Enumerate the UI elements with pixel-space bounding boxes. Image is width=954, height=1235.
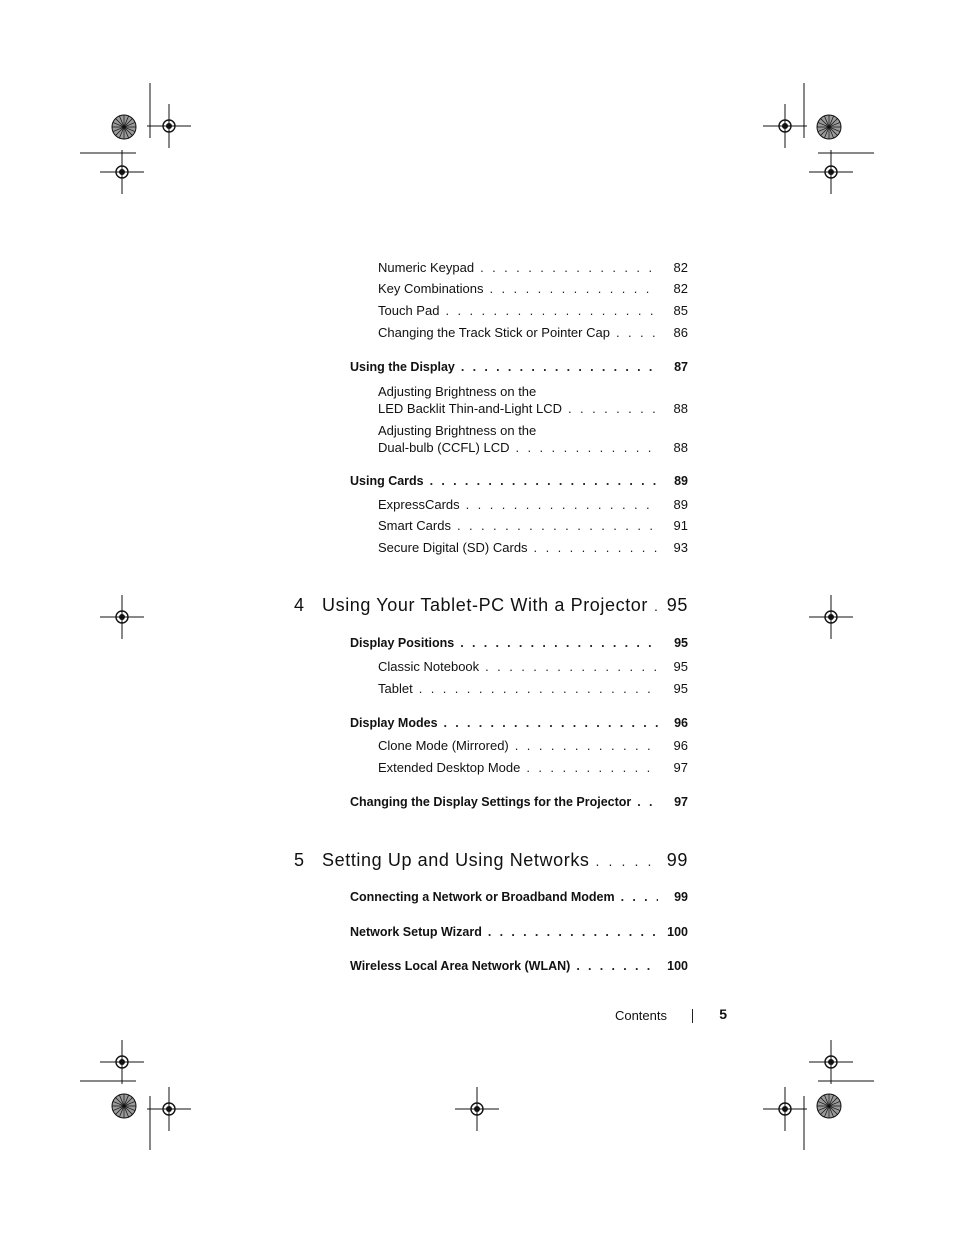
toc-entry-label: Using Cards [350, 474, 424, 488]
toc-entry-label: ExpressCards [378, 497, 460, 512]
leader-dots [576, 958, 658, 974]
toc-section-using-cards[interactable] [350, 473, 688, 489]
toc-entry-clone-mode[interactable] [378, 738, 688, 754]
toc-page-number: 89 [674, 474, 688, 488]
leader-dots [445, 303, 658, 319]
leader-dots [430, 473, 658, 489]
leader-dots [485, 659, 658, 675]
registration-crosshair-icon [763, 1087, 807, 1131]
registration-crosshair-icon [455, 1087, 499, 1131]
toc-page-number: 100 [667, 959, 688, 973]
toc-entry-label: Display Modes [350, 716, 438, 730]
toc-section-display-positions[interactable] [350, 635, 688, 651]
leader-dots [637, 794, 658, 810]
toc-page-number: 87 [674, 360, 688, 374]
color-wheel-icon [112, 1094, 136, 1118]
toc-entry-label-line2: Dual-bulb (CCFL) LCD [378, 440, 510, 455]
registration-crosshair-icon [147, 104, 191, 148]
toc-page-number: 82 [673, 260, 688, 275]
leader-dots [515, 439, 658, 456]
toc-entry-sd-cards[interactable] [378, 540, 688, 556]
toc-entry-label: Classic Notebook [378, 659, 480, 674]
leader-dots [596, 849, 661, 872]
toc-entry-expresscards[interactable] [378, 497, 688, 513]
page-footer [560, 1005, 730, 1025]
chapter-number: 4 [294, 595, 305, 615]
leader-dots [488, 924, 658, 940]
registration-crosshair-icon [809, 1040, 853, 1084]
leader-dots [460, 635, 658, 651]
toc-chapter-5[interactable] [294, 849, 688, 872]
color-wheel-icon [112, 115, 136, 139]
toc-page-number: 97 [674, 795, 688, 809]
leader-dots [654, 594, 661, 617]
chapter-title: Setting Up and Using Networks [322, 850, 590, 870]
toc-page-number: 91 [673, 518, 688, 533]
toc-entry-label: Touch Pad [378, 303, 440, 318]
toc-page-number: 82 [673, 281, 688, 296]
chapter-title: Using Your Tablet-PC With a Projector [322, 595, 649, 615]
leader-dots [480, 260, 658, 276]
toc-page-number: 96 [673, 738, 688, 753]
leader-dots [621, 889, 658, 905]
toc-entry-touch-pad[interactable] [378, 303, 688, 319]
toc-entry-label: Wireless Local Area Network (WLAN) [350, 959, 571, 973]
toc-entry-label: Changing the Display Settings for the Projector [350, 795, 632, 809]
toc-entry-label: Using the Display [350, 360, 455, 374]
toc-entry-label: Key Combinations [378, 281, 484, 296]
toc-entry-smart-cards[interactable] [378, 518, 688, 534]
toc-page-number: 85 [673, 303, 688, 318]
crop-marks-top [80, 83, 874, 153]
toc-section-connecting-network[interactable] [350, 889, 688, 905]
toc-entry-label: Extended Desktop Mode [378, 760, 521, 775]
toc-page-number: 89 [673, 497, 688, 512]
toc-page-number: 95 [674, 636, 688, 650]
leader-dots [419, 681, 658, 697]
toc-section-wlan[interactable] [350, 958, 688, 974]
toc-entry-extended-desktop[interactable] [378, 760, 688, 776]
toc-entry-label: Network Setup Wizard [350, 925, 482, 939]
toc-entry-label: Changing the Track Stick or Pointer Cap [378, 325, 610, 340]
toc-page-number: 95 [673, 659, 688, 674]
toc-entry-label: Clone Mode (Mirrored) [378, 738, 509, 753]
toc-page-number: 88 [673, 440, 688, 455]
toc-entry-classic-notebook[interactable] [378, 659, 688, 675]
registration-crosshair-icon [809, 150, 853, 194]
toc-page-number: 95 [673, 681, 688, 696]
toc-page-number: 96 [674, 716, 688, 730]
leader-dots [444, 715, 658, 731]
leader-dots [616, 325, 658, 341]
registration-crosshair-icon [763, 104, 807, 148]
leader-dots [515, 738, 658, 754]
leader-dots [466, 497, 658, 513]
toc-page-number: 88 [673, 401, 688, 416]
footer-section-label: Contents [614, 1008, 667, 1023]
toc-entry-label: Tablet [378, 681, 413, 696]
registration-crosshair-icon [100, 1040, 144, 1084]
toc-entry-label: Numeric Keypad [378, 260, 475, 275]
toc-entry-label-line1: Adjusting Brightness on the [378, 423, 537, 438]
toc-entry-brightness-led[interactable] [378, 383, 688, 417]
toc-entry-track-stick[interactable] [378, 325, 688, 341]
toc-page-number: 99 [674, 890, 688, 904]
toc-page-number: 93 [673, 540, 688, 555]
footer-divider [692, 1009, 693, 1023]
toc-page-number: 100 [667, 925, 688, 939]
footer-page-number: 5 [719, 1006, 727, 1022]
toc-section-setup-wizard[interactable] [350, 924, 688, 940]
toc-entry-label: Smart Cards [378, 518, 451, 533]
toc-section-changing-settings[interactable] [350, 794, 688, 810]
toc-section-using-display[interactable] [350, 359, 688, 375]
leader-dots [457, 518, 658, 534]
leader-dots [461, 359, 658, 375]
toc-entry-tablet[interactable] [378, 681, 688, 697]
toc-page-number: 86 [673, 325, 688, 340]
toc-page-number: 95 [666, 595, 688, 615]
toc-section-display-modes[interactable] [350, 715, 688, 731]
toc-entry-label: Secure Digital (SD) Cards [378, 540, 528, 555]
toc-entry-label: Display Positions [350, 636, 455, 650]
color-wheel-icon [817, 1094, 841, 1118]
toc-entry-label-line1: Adjusting Brightness on the [378, 384, 537, 399]
chapter-number: 5 [294, 850, 305, 870]
toc-entry-label: Connecting a Network or Broadband Modem [350, 890, 615, 904]
leader-dots [490, 281, 659, 297]
toc-page-number: 97 [673, 760, 688, 775]
registration-crosshair-icon [100, 595, 144, 639]
toc-entry-label-line2: LED Backlit Thin-and-Light LCD [378, 401, 563, 416]
registration-crosshair-icon [147, 1087, 191, 1131]
toc-entry-numeric-keypad[interactable] [378, 260, 688, 276]
toc-entry-key-combinations[interactable] [378, 281, 688, 297]
toc-page-number: 99 [666, 850, 688, 870]
leader-dots [568, 400, 658, 417]
toc-chapter-4[interactable] [294, 594, 688, 617]
registration-crosshair-icon [100, 150, 144, 194]
registration-crosshair-icon [809, 595, 853, 639]
leader-dots [526, 760, 658, 776]
leader-dots [534, 540, 658, 556]
color-wheel-icon [817, 115, 841, 139]
toc-entry-brightness-ccfl[interactable] [378, 422, 688, 456]
